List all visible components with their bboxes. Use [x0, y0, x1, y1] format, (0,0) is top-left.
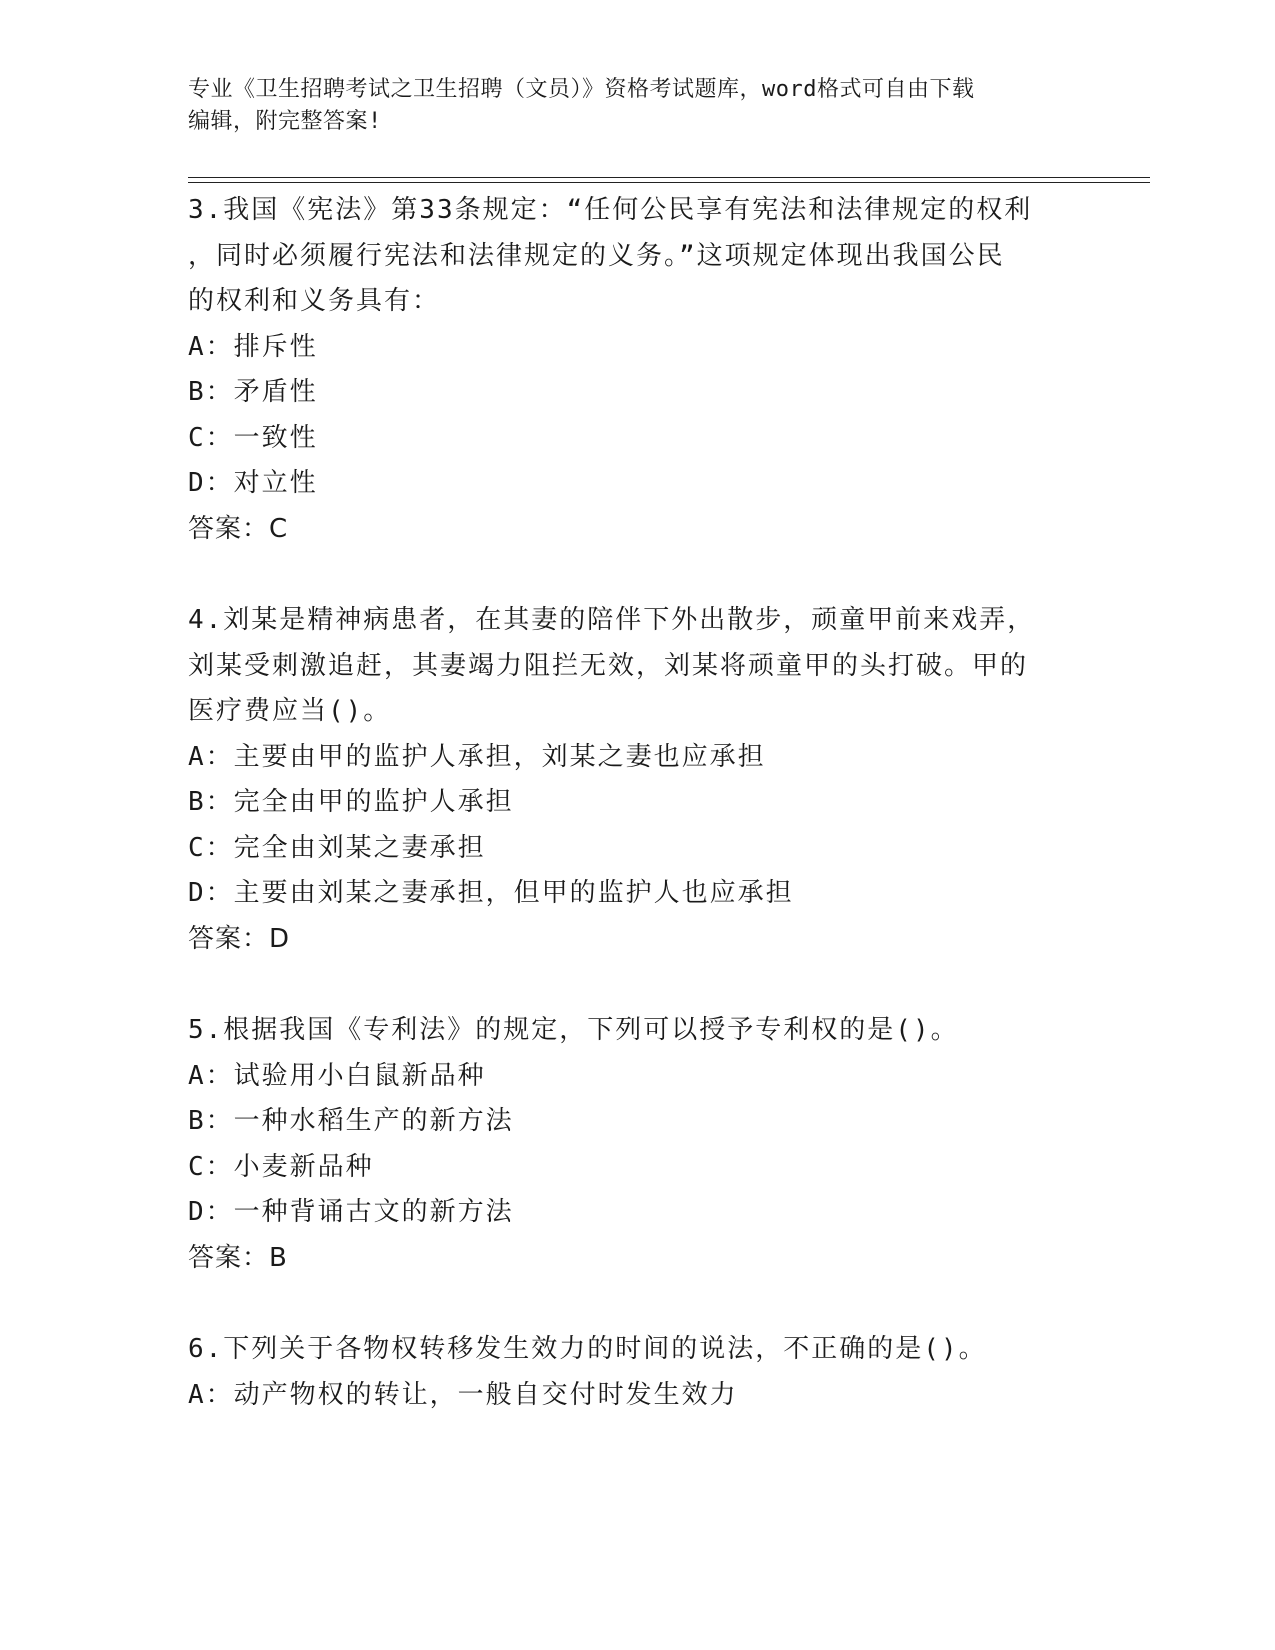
question-spacer [188, 552, 1088, 598]
option-c: C：完全由刘某之妻承担 [188, 832, 486, 863]
header-divider-top [188, 177, 1150, 178]
question-list [188, 188, 1088, 1418]
question-text-line: 6.下列关于各物权转移发生效力的时间的说法，不正确的是()。 [188, 1334, 987, 1364]
answer-line: 答案：B [188, 1242, 288, 1273]
option-c: C：小麦新品种 [188, 1151, 374, 1182]
document-header [188, 74, 1088, 138]
option-a: A：试验用小白鼠新品种 [188, 1060, 486, 1091]
question-3 [188, 188, 1088, 552]
option-c: C：一致性 [188, 422, 318, 453]
question-text-line: 刘某受刺激追赶，其妻竭力阻拦无效，刘某将顽童甲的头打破。甲的 [188, 650, 1029, 681]
question-spacer [188, 1281, 1088, 1327]
option-d: D：一种背诵古文的新方法 [188, 1197, 514, 1227]
question-text-line: ，同时必须履行宪法和法律规定的义务。”这项规定体现出我国公民 [188, 240, 1005, 271]
question-6 [188, 1327, 1088, 1418]
question-text-line: 医疗费应当()。 [188, 696, 392, 726]
option-a: A：主要由甲的监护人承担，刘某之妻也应承担 [188, 741, 766, 772]
header-line-2: 编辑，附完整答案! [188, 109, 382, 134]
option-b: B：一种水稻生产的新方法 [188, 1106, 514, 1136]
question-text-line: 3.我国《宪法》第33条规定：“任何公民享有宪法和法律规定的权利 [188, 195, 1033, 225]
option-a: A：排斥性 [188, 331, 318, 362]
question-4 [188, 598, 1088, 962]
option-b: B：完全由甲的监护人承担 [188, 787, 514, 817]
question-5 [188, 1008, 1088, 1281]
option-d: D：主要由刘某之妻承担，但甲的监护人也应承担 [188, 878, 794, 908]
option-b: B：矛盾性 [188, 377, 318, 407]
answer-line: 答案：C [188, 513, 289, 544]
answer-line: 答案：D [188, 923, 291, 954]
header-divider-bottom [188, 182, 1150, 183]
question-text-line: 4.刘某是精神病患者，在其妻的陪伴下外出散步，顽童甲前来戏弄， [188, 605, 1036, 635]
option-a: A：动产物权的转让，一般自交付时发生效力 [188, 1379, 738, 1410]
question-text-line: 5.根据我国《专利法》的规定，下列可以授予专利权的是()。 [188, 1015, 959, 1045]
header-line-1: 专业《卫生招聘考试之卫生招聘（文员）》资格考试题库，word格式可自由下载 [188, 77, 975, 102]
option-d: D：对立性 [188, 468, 318, 498]
question-spacer [188, 962, 1088, 1008]
question-text-line: 的权利和义务具有： [188, 286, 441, 316]
